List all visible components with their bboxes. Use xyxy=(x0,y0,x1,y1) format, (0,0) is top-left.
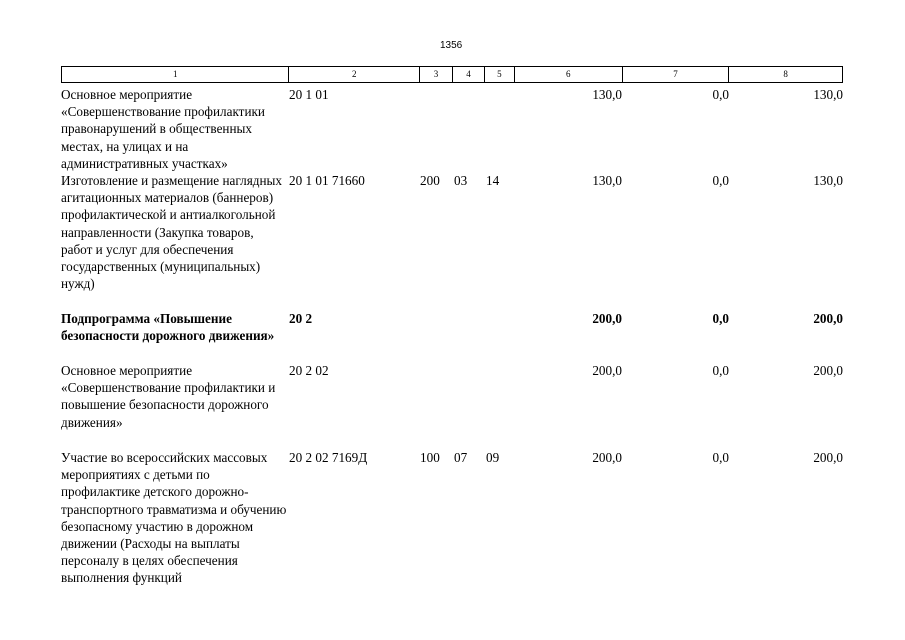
row-value-6: 130,0 xyxy=(592,87,622,102)
row-name: Основное мероприятие «Совершенствование профилактики правонарушений в общественных местах, на улицах и на административных участках» xyxy=(61,87,265,171)
header-col-1: 1 xyxy=(172,69,178,79)
row-col-3: 100 xyxy=(420,450,440,465)
row-value-6: 200,0 xyxy=(592,311,622,326)
row-value-7: 0,0 xyxy=(712,311,729,326)
header-col-2: 2 xyxy=(288,67,419,82)
row-value-7: 0,0 xyxy=(712,87,729,102)
row-value-8: 200,0 xyxy=(813,450,843,465)
header-col-3: 3 xyxy=(419,67,452,82)
row-value-6: 200,0 xyxy=(592,450,622,465)
row-code: 20 2 02 xyxy=(289,363,329,378)
row-name: Подпрограмма «Повышение безопасности дорожного движения» xyxy=(61,311,275,344)
row-col-5: 09 xyxy=(486,450,500,465)
header-col-5: 5 xyxy=(484,67,514,82)
row-col-4: 07 xyxy=(454,450,468,465)
header-col-7: 7 xyxy=(622,67,729,82)
row-value-7: 0,0 xyxy=(712,450,729,465)
row-code: 20 2 02 7169Д xyxy=(289,450,368,465)
row-value-8: 130,0 xyxy=(813,173,843,188)
row-name: Участие во всероссийских массовых мероприятиях с детьми по профилактике детского дорожно-транспортного травматизма и обучению безопасному участию в дорожном движении (Расходы на выплаты персоналу в целях обеспечения выполнения функций xyxy=(61,450,287,586)
row-col-5: 14 xyxy=(486,173,500,188)
row-code: 20 2 xyxy=(289,311,313,326)
row-value-8: 200,0 xyxy=(813,363,843,378)
row-code: 20 1 01 xyxy=(289,87,329,102)
row-col-3: 200 xyxy=(420,173,440,188)
row-value-8: 130,0 xyxy=(813,87,843,102)
row-value-7: 0,0 xyxy=(712,363,729,378)
row-name: Изготовление и размещение наглядных агитационных материалов (баннеров) профилактической и антиалкогольной направленности (Закупка товаров, работ и услуг для обеспечения государственных (муниципальных) нужд) xyxy=(61,173,282,292)
row-col-4: 03 xyxy=(454,173,468,188)
row-value-7: 0,0 xyxy=(712,173,729,188)
row-code: 20 1 01 71660 xyxy=(289,173,365,188)
table-header-row xyxy=(61,66,843,83)
row-value-8: 200,0 xyxy=(813,311,843,326)
header-col-4: 4 xyxy=(452,67,484,82)
header-col-6: 6 xyxy=(514,67,622,82)
row-value-6: 130,0 xyxy=(592,173,622,188)
page-number: 1356 xyxy=(440,40,463,51)
row-value-6: 200,0 xyxy=(592,363,622,378)
row-name: Основное мероприятие «Совершенствование профилактики и повышение безопасности дорожного движения» xyxy=(61,363,276,430)
header-col-8: 8 xyxy=(728,67,842,82)
